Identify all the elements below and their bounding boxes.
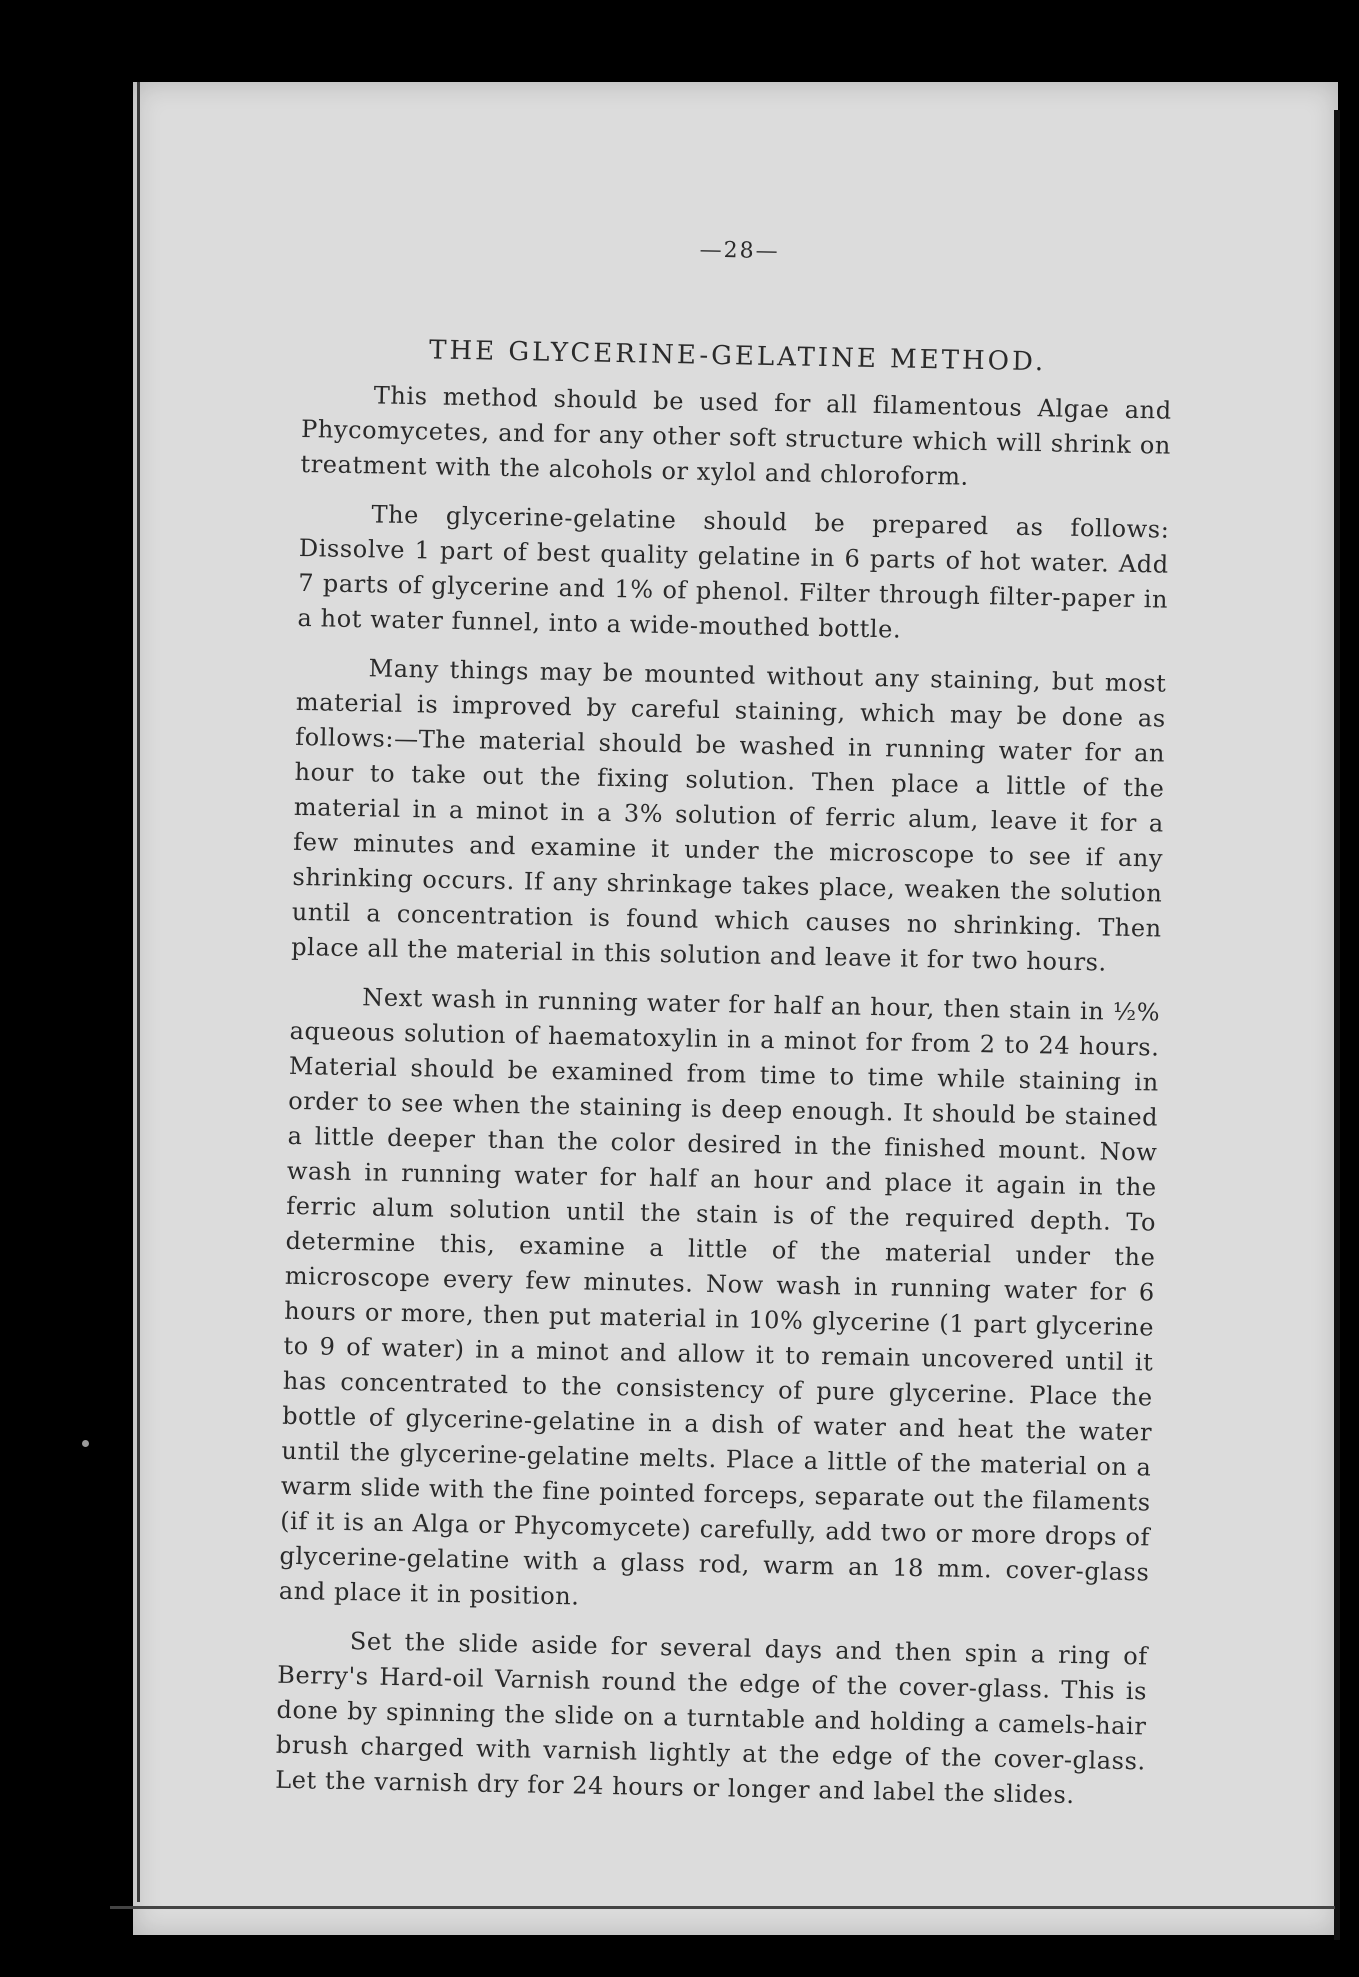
paragraph-staining: Many things may be mounted without any staining, but most material is improved by careful staining, which may be done as follows:—The material should be washed in running water for an hour to take out the fixing solution. Then place a little of the material in a minot in a 3% solution of ferric alum, leave it for a few minutes and examine it under the microscope to see if any shrinking occurs. If any shrinkage takes place, weaken the solution until a concentration is found which causes no shrinking. Then place all the material in this solution and leave it for two hours. xyxy=(290,654,1167,977)
page-text xyxy=(275,230,1175,1828)
paragraph-intro: This method should be used for all filamentous Algae and Phycomycetes, and for any other soft structure which will shrink on treatment with the alcohols or xylol and chloroform. xyxy=(300,381,1172,491)
page-left-edge xyxy=(137,82,140,1902)
section-title: THE GLYCERINE-GELATINE METHOD. xyxy=(428,335,1047,378)
paragraph-haematoxylin: Next wash in running water for half an hour, then stain in ½% aqueous solution of haematoxylin in a minot for from 2 to 24 hours. Material should be examined from time to time while staining in order to see when the staining is deep enough. It should be stained a little deeper than the color desired in the finished mount. Now wash in running water for half an hour and place it again in the ferric alum solution until the stain is of the required depth. To determine this, examine a little of the material under the microscope every few minutes. Now wash in running water for 6 hours or more, then put material in 10% glycerine (1 part glycerine to 9 of water) in a minot and allow it to remain uncovered until it has concentrated to the consistency of pure glycerine. Place the bottle of glycerine-gelatine in a dish of water and heat the water until the glycerine-gelatine melts. Place a little of the material on a warm slide with the fine pointed forceps, separate out the filaments (if it is an Alga or Phycomycete) carefully, add two or more drops of glycerine-gelatine with a glass rod, warm an 18 mm. cover-glass and place it in position. xyxy=(278,983,1161,1611)
page-number: —28— xyxy=(699,237,780,265)
paragraph-varnish: Set the slide aside for several days and then spin a ring of Berry's Hard-oil Varnish round the edge of the cover-glass. This is done by spinning the slide on a turntable and holding a camels-hair brush charged with varnish lightly at the edge of the cover-glass. Let the varnish dry for 24 hours or longer and label the slides. xyxy=(274,1627,1149,1810)
scan-speck xyxy=(82,1440,89,1447)
paragraph-preparation: The glycerine-gelatine should be prepared as follows: Dissolve 1 part of best quality gelatine in 6 parts of hot water. Add 7 parts of glycerine and 1% of phenol. Filter through filter-paper in a hot water funnel, into a wide-mouthed bottle. xyxy=(297,500,1170,644)
page-right-edge xyxy=(1334,110,1340,1940)
page-bottom-edge xyxy=(110,1906,1335,1909)
